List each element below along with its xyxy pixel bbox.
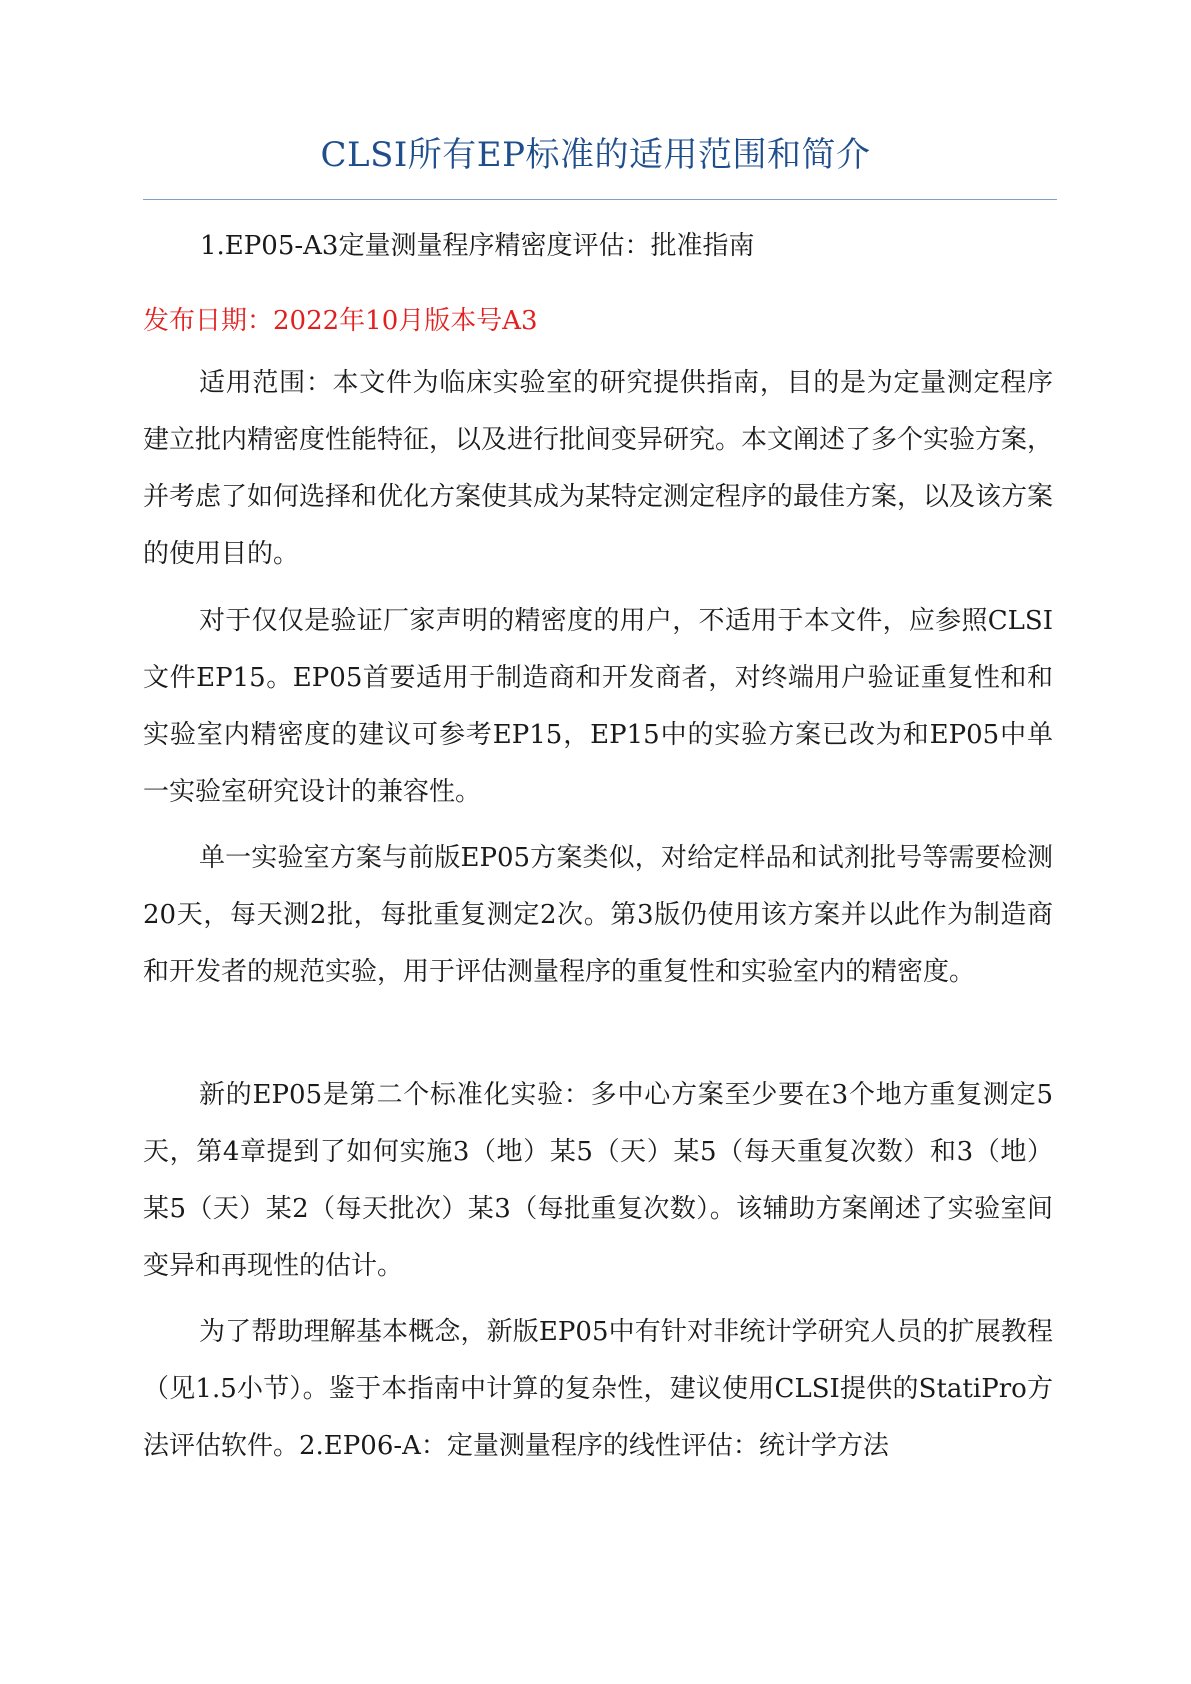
title-divider — [143, 199, 1057, 200]
document-title: CLSI所有EP标准的适用范围和简介 — [320, 135, 871, 175]
paragraph-tutorial: 为了帮助理解基本概念，新版EP05中有针对非统计学研究人员的扩展教程（见1.5小节）。鉴于本指南中计算的复杂性，建议使用CLSI提供的StatiPro方法评估软件。2.EP06-A：定量测量程序的线性评估：统计学方法 — [143, 1317, 1053, 1461]
release-date-line: 发布日期：2022年10月版本号A3 — [143, 306, 538, 336]
paragraph-users: 对于仅仅是验证厂家声明的精密度的用户，不适用于本文件，应参照CLSI文件EP15。EP05首要适用于制造商和开发商者，对终端用户验证重复性和和实验室内精密度的建议可参考EP15，EP15中的实验方案已改为和EP05中单一实验室研究设计的兼容性。 — [143, 606, 1053, 807]
paragraph-multicenter: 新的EP05是第二个标准化实验：多中心方案至少要在3个地方重复测定5天，第4章提到了如何实施3（地）某5（天）某5（每天重复次数）和3（地）某5（天）某2（每天批次）某3（每批重复次数）。该辅助方案阐述了实验室间变异和再现性的估计。 — [143, 1080, 1053, 1281]
paragraph-single-lab: 单一实验室方案与前版EP05方案类似，对给定样品和试剂批号等需要检测20天，每天测2批，每批重复测定2次。第3版仍使用该方案并以此作为制造商和开发者的规范实验，用于评估测量程序的重复性和实验室内的精密度。 — [143, 843, 1053, 987]
paragraph-scope: 适用范围：本文件为临床实验室的研究提供指南，目的是为定量测定程序建立批内精密度性能特征，以及进行批间变异研究。本文阐述了多个实验方案，并考虑了如何选择和优化方案使其成为某特定测定程序的最佳方案，以及该方案的使用目的。 — [143, 368, 1054, 569]
section-heading: 1.EP05-A3定量测量程序精密度评估：批准指南 — [200, 231, 755, 261]
